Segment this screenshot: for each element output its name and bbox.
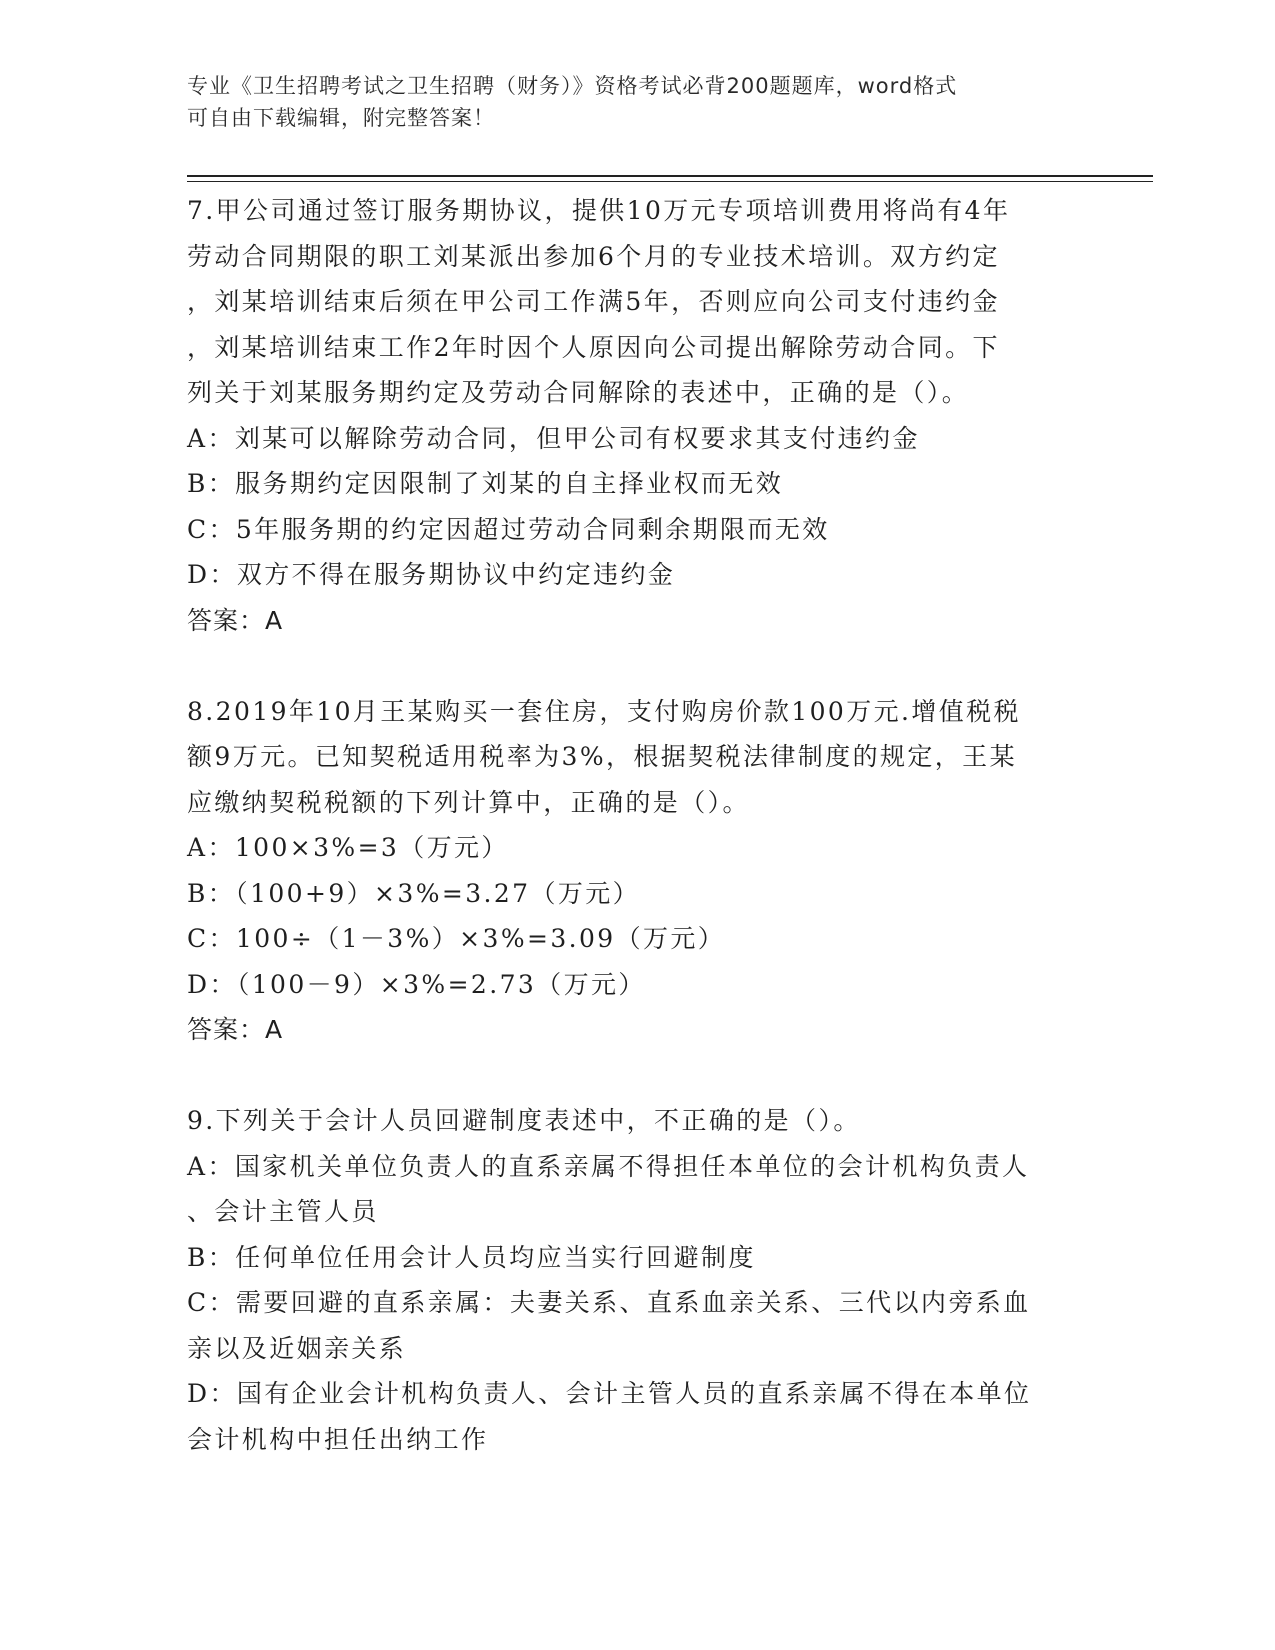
- option-d: D：双方不得在服务期协议中约定违约金: [187, 560, 676, 589]
- question-stem-line: 劳动合同期限的职工刘某派出参加6个月的专业技术培训。双方约定: [187, 241, 1000, 271]
- option-d-continued: 会计机构中担任出纳工作: [187, 1424, 489, 1454]
- option-b: B：服务期约定因限制了刘某的自主择业权而无效: [187, 469, 784, 498]
- option-a: A：国家机关单位负责人的直系亲属不得担任本单位的会计机构负责人: [187, 1151, 1030, 1181]
- answer-label: 答案：A: [187, 1015, 284, 1044]
- questions-content: [187, 188, 1087, 1508]
- option-c: C：5年服务期的约定因超过劳动合同剩余期限而无效: [187, 514, 830, 544]
- option-c: C：需要回避的直系亲属：夫妻关系、直系血亲关系、三代以内旁系血: [187, 1288, 1031, 1317]
- option-d: D：（100－9）×3%=2.73（万元）: [187, 969, 646, 999]
- question-stem-line: ，刘某培训结束工作2年时因个人原因向公司提出解除劳动合同。下: [187, 332, 1000, 362]
- option-c: C：100÷（1－3%）×3%=3.09（万元）: [187, 924, 726, 953]
- question-stem-line: ，刘某培训结束后须在甲公司工作满5年，否则应向公司支付违约金: [187, 287, 1000, 316]
- question-stem-line: 列关于刘某服务期约定及劳动合同解除的表述中，正确的是（）。: [187, 378, 970, 407]
- question-9: [187, 1098, 1087, 1462]
- document-header: [187, 70, 1087, 134]
- option-a-continued: 、会计主管人员: [187, 1197, 379, 1226]
- question-stem-line: 7.甲公司通过签订服务期协议，提供10万元专项培训费用将尚有4年: [187, 196, 1011, 225]
- question-stem-line: 应缴纳契税税额的下列计算中，正确的是（）。: [187, 787, 750, 817]
- header-divider-thin: [187, 181, 1153, 182]
- option-c-continued: 亲以及近姻亲关系: [187, 1333, 407, 1363]
- question-stem-line: 9.下列关于会计人员回避制度表述中，不正确的是（）。: [187, 1106, 861, 1135]
- option-d: D：国有企业会计机构负责人、会计主管人员的直系亲属不得在本单位: [187, 1379, 1032, 1408]
- option-a: A：刘某可以解除劳动合同，但甲公司有权要求其支付违约金: [187, 423, 920, 453]
- option-b: B：（100+9）×3%=3.27（万元）: [187, 878, 641, 908]
- question-7: [187, 188, 1087, 643]
- header-line-1: 专业《卫生招聘考试之卫生招聘（财务）》资格考试必背200题题库，word格式: [187, 74, 958, 98]
- question-stem-line: 额9万元。已知契税适用税率为3%，根据契税法律制度的规定，王某: [187, 742, 1017, 771]
- question-stem-line: 8.2019年10月王某购买一套住房，支付购房价款100万元.增值税税: [187, 696, 1021, 726]
- option-b: B：任何单位任用会计人员均应当实行回避制度: [187, 1242, 756, 1272]
- question-8: [187, 689, 1087, 1053]
- header-line-2: 可自由下载编辑，附完整答案！: [187, 106, 495, 130]
- answer-label: 答案：A: [187, 605, 284, 635]
- header-divider-thick: [187, 175, 1153, 177]
- option-a: A：100×3%=3（万元）: [187, 833, 509, 862]
